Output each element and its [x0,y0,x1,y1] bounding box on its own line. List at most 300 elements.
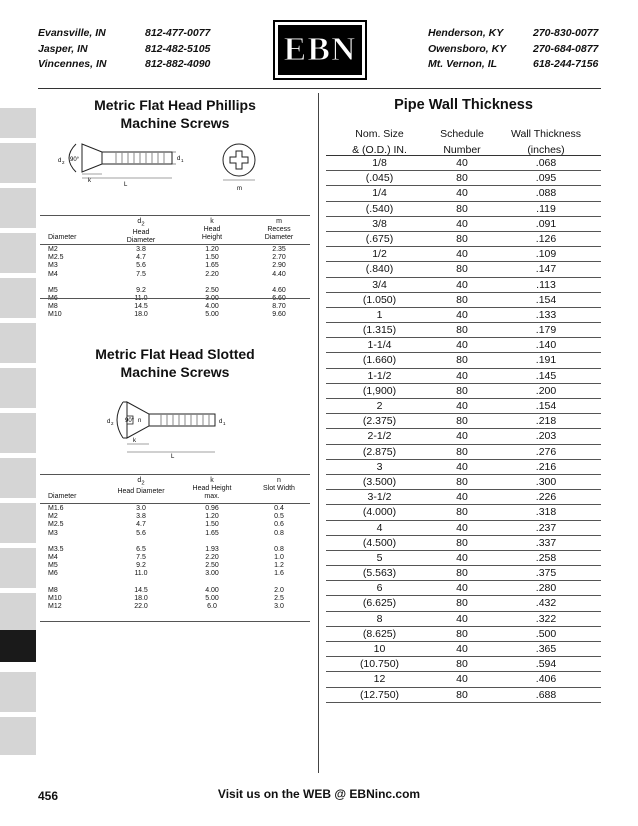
table-row [326,521,601,536]
table-row [48,287,310,295]
table-cell: 1.20 [205,246,219,253]
table-cell: 2.5 [274,594,284,602]
table-row [326,399,601,414]
table-row [326,414,601,429]
table-cell: .154 [535,400,557,412]
table-cell: M8 [48,303,58,311]
table-cell: 80 [456,232,468,245]
table-cell: 1.50 [205,254,219,262]
logo-text: EBN [283,31,357,68]
table-row [326,490,601,505]
table-row [48,262,310,270]
dim-label: 2 [111,421,114,426]
table-row [48,303,310,311]
table-cell: (5.563) [362,567,397,580]
city-label: Owensboro, KY [428,42,507,55]
table-cell: .226 [535,491,557,504]
table-cell: 2.50 [205,286,219,294]
table-cell: M2.5 [48,521,64,529]
table-cell: 3 [376,460,383,473]
table-cell: 5 [376,551,383,564]
table-cell: 9.2 [136,562,146,570]
table-cell: 2.90 [272,262,286,270]
table-cell: M2 [48,513,58,521]
table-cell: 80 [456,354,468,367]
table-cell: 14.5 [134,586,148,594]
table-cell: 1.65 [205,529,219,537]
table-cell: 9.2 [136,286,146,294]
table-cell: 0.6 [274,521,284,529]
table-cell: M5 [48,562,58,570]
city-label: Mt. Vernon, IL [428,58,498,70]
table-row [48,521,310,529]
table-cell: 1/2 [372,248,387,261]
group-spacer [48,279,310,287]
table-rule [40,503,310,504]
table-cell: .300 [535,475,557,488]
table-cell: 3.8 [136,513,146,521]
table-cell: .179 [535,324,557,337]
table-cell: .318 [535,506,557,519]
table-row [48,595,310,603]
table-cell: .276 [535,445,557,458]
group-spacer [48,538,310,546]
column-header: n Slot Width [263,477,295,493]
table-cell: (1.050) [362,293,397,306]
dim-label: 90° [70,157,80,163]
table-cell: 40 [456,673,468,686]
table-row [326,581,601,596]
column-header: Diameter [48,493,77,501]
side-tab [0,717,36,755]
phone-label: 812-882-4090 [145,58,211,70]
table-cell: 40 [456,157,468,169]
table-row [48,554,310,562]
table-cell: .147 [535,263,557,276]
pipe-table-header [326,123,601,156]
table-cell: .216 [535,460,557,473]
table-cell: 2.0 [274,586,284,594]
table-cell: 80 [456,658,468,671]
table-cell: 1.93 [205,545,219,553]
table-row [326,338,601,353]
table-cell: 1.20 [205,513,219,521]
table-row [326,217,601,232]
table-cell: 1/4 [372,187,387,200]
table-row [326,596,601,611]
table-rule [40,298,310,299]
side-tab [0,503,36,543]
dim-label: 90° [125,418,135,424]
table-cell: 1-1/4 [367,339,392,352]
table-cell: 40 [456,187,468,200]
table-cell: .068 [535,157,557,169]
group-spacer [48,579,310,587]
phone-label: 270-830-0077 [533,27,599,39]
table-row [326,566,601,581]
city-label: Jasper, IN [38,42,88,55]
phillips-table-body [48,246,310,320]
table-cell: (.540) [365,202,394,215]
page-number: 456 [38,789,59,803]
table-row [48,546,310,554]
table-cell: .688 [535,688,557,701]
table-cell: .218 [535,415,557,428]
header-left-cities [38,26,106,73]
table-rule [40,621,310,622]
table-row [326,551,601,566]
header-left-phones [145,26,210,73]
table-cell: M4 [48,554,58,562]
table-cell: 40 [456,339,468,352]
table-cell: 40 [456,582,468,595]
table-row [48,570,310,578]
table-cell: 40 [456,521,468,534]
table-cell: 6.60 [272,295,286,303]
column-header: Diameter [48,234,77,242]
phone-label: 270-684-0877 [533,42,599,55]
table-cell: .406 [535,673,557,686]
city-label: Vincennes, IN [38,58,107,70]
table-cell: 3.00 [205,295,219,303]
city-label: Evansville, IN [38,27,106,39]
table-cell: 1.50 [205,521,219,529]
table-cell: M4 [48,270,58,278]
table-cell: 2-1/2 [367,430,392,443]
table-cell: M1.6 [48,505,64,512]
table-cell: 22.0 [134,603,148,611]
table-cell: .191 [535,354,557,367]
table-cell: 0.8 [274,545,284,553]
side-tab [0,672,36,712]
table-cell: 3.00 [205,570,219,578]
table-cell: 6 [376,582,383,595]
table-row [48,603,310,611]
table-cell: .126 [535,232,557,245]
table-cell: .432 [535,597,557,610]
table-row [326,445,601,460]
city-label: Henderson, KY [428,27,504,39]
table-row [326,262,601,277]
table-cell: 18.0 [134,594,148,602]
table-cell: 3/4 [372,278,387,291]
table-row [326,247,601,262]
slotted-table-body [48,505,310,611]
table-cell: 40 [456,248,468,261]
table-cell: 5.00 [205,594,219,602]
table-cell: 4.7 [136,254,146,262]
slotted-table [48,477,310,502]
table-row [48,271,310,279]
table-cell: 1.2 [274,562,284,570]
table-cell: (6.625) [362,597,397,610]
table-row [326,612,601,627]
table-cell: (2.375) [362,415,397,428]
title-line: Metric Flat Head Slotted [95,346,255,362]
table-cell: M2.5 [48,254,64,262]
table-cell: 40 [456,369,468,382]
table-row [48,562,310,570]
table-cell: 3-1/2 [367,491,392,504]
table-cell: 9.60 [272,311,286,319]
table-rule [40,474,310,475]
table-cell: 80 [456,597,468,610]
column-header: $d_2$ Head Diameter [117,477,165,495]
table-cell: 40 [456,430,468,443]
table-cell: 40 [456,400,468,412]
table-cell: 80 [456,202,468,215]
table-cell: M5 [48,286,58,294]
table-cell: 40 [456,217,468,230]
table-cell: .322 [535,612,557,625]
table-cell: .091 [535,217,557,230]
table-cell: (8.625) [362,627,397,640]
table-cell: M2 [48,246,58,253]
table-cell: .237 [535,521,557,534]
side-tab-active [0,630,36,662]
table-cell: M8 [48,586,58,594]
dim-label: d [107,419,111,425]
table-cell: 40 [456,612,468,625]
dim-label: 1 [181,158,184,163]
table-cell: 40 [456,308,468,321]
table-cell: 4.60 [272,286,286,294]
table-cell: 2 [376,400,383,412]
table-cell: 1-1/2 [367,369,392,382]
dim-label: L [171,454,175,458]
dim-label: m [237,186,242,192]
table-row [326,384,601,399]
table-cell: 80 [456,475,468,488]
table-cell: 0.96 [205,505,219,512]
table-header [48,477,310,502]
table-cell: (.045) [365,172,394,185]
table-cell: .203 [535,430,557,443]
table-cell: 4.40 [272,270,286,278]
table-cell: .109 [535,248,557,261]
table-cell: 2.20 [205,270,219,278]
table-cell: M10 [48,594,62,602]
slotted-screw-diagram [105,398,280,458]
title-line: Metric Flat Head Phillips [94,97,256,113]
table-row [326,278,601,293]
table-cell: 5.00 [205,311,219,319]
table-cell: M3.5 [48,545,64,553]
table-cell: 80 [456,172,468,185]
table-row [48,513,310,521]
table-cell: 2.20 [205,554,219,562]
table-cell: .140 [535,339,557,352]
table-cell: 0.4 [274,505,284,512]
table-cell: 3.8 [136,246,146,253]
table-row [326,232,601,247]
table-cell: (12.750) [359,688,400,701]
side-tab [0,413,36,453]
side-tab [0,233,36,273]
column-header: $d_2$ Head Diameter [126,218,156,244]
header-divider [38,88,601,89]
table-cell: 40 [456,551,468,564]
table-cell: 6.5 [136,545,146,553]
table-cell: 40 [456,491,468,504]
side-tab [0,593,36,633]
phillips-title [40,96,310,132]
table-cell: .088 [535,187,557,200]
table-cell: (3.500) [362,475,397,488]
table-cell: 4.00 [205,586,219,594]
side-tab [0,188,36,228]
table-row [326,475,601,490]
table-cell: 5.6 [136,529,146,537]
table-cell: 40 [456,278,468,291]
column-header: Schedule Number [440,128,484,156]
column-header: Wall Thickness (inches) [510,128,582,156]
table-row [326,429,601,444]
table-cell: 8.70 [272,303,286,311]
slotted-title [40,345,310,381]
table-cell: M6 [48,570,58,578]
table-cell: M6 [48,295,58,303]
pipe-table-body [326,156,601,703]
table-cell: .095 [535,172,557,185]
table-cell: .594 [535,658,557,671]
pipe-title: Pipe Wall Thickness [394,97,533,113]
table-cell: 3.0 [274,603,284,611]
table-cell: 80 [456,324,468,337]
title-line: Machine Screws [120,115,230,131]
title-line: Machine Screws [120,364,230,380]
table-cell: .258 [535,551,557,564]
table-cell: (1.660) [362,354,397,367]
table-cell: 4 [376,521,383,534]
table-header [48,218,310,245]
table-cell: 80 [456,506,468,519]
table-cell: 14.5 [134,303,148,311]
dim-label: 2 [62,160,65,165]
table-cell: (4.000) [362,506,397,519]
phillips-screw-diagram [58,138,268,198]
side-tab [0,458,36,498]
table-cell: 11.0 [134,570,148,578]
table-cell: .113 [536,278,556,291]
table-cell: (10.750) [359,658,400,671]
table-cell: 10 [373,643,386,655]
header-right-cities [428,26,506,73]
ebn-logo [273,20,367,80]
table-cell: 80 [456,263,468,276]
table-cell: 2.35 [272,246,286,253]
table-cell: 80 [456,536,468,549]
table-cell: 1.6 [274,570,284,578]
phillips-table [48,218,310,245]
table-cell: .119 [536,202,556,215]
table-row [326,657,601,672]
table-row [326,642,601,657]
table-cell: 3/8 [372,217,387,230]
table-cell: 7.5 [136,270,146,278]
table-cell: M3 [48,529,58,537]
table-cell: M10 [48,311,62,319]
table-row [48,505,310,513]
table-row [326,171,601,186]
table-row [326,688,601,703]
side-tab [0,368,36,408]
table-cell: 0.5 [274,513,284,521]
table-row [326,186,601,201]
table-row [48,295,310,303]
table-row [48,311,310,319]
side-tab [0,323,36,363]
side-tab [0,143,36,183]
column-header: m Recess Diameter [264,218,294,242]
table-row [326,156,601,171]
dim-label: d [219,419,223,425]
table-cell: 80 [456,415,468,428]
table-cell: (.675) [365,232,394,245]
phone-label: 812-482-5105 [145,42,211,55]
table-cell: 4.00 [205,303,219,311]
table-cell: (4.500) [362,536,397,549]
pipe-table [326,123,601,703]
table-cell: 80 [456,293,468,306]
table-cell: 2.70 [272,254,286,262]
table-cell: (2.875) [362,445,397,458]
table-row [326,505,601,520]
table-cell: .500 [535,627,557,640]
table-row [326,353,601,368]
table-cell: (.840) [365,263,394,276]
table-cell: 12 [373,673,386,686]
table-cell: 40 [456,460,468,473]
footer-web-link[interactable]: Visit us on the WEB @ EBNinc.com [217,787,421,801]
table-cell: 6.0 [207,603,217,611]
table-cell: 1.65 [205,262,219,270]
column-header: k Head Height max. [192,477,232,501]
dim-label: k [133,438,136,444]
dim-label: k [88,178,91,184]
table-cell: 0.8 [274,529,284,537]
side-tab [0,108,36,138]
table-cell: .365 [535,643,557,655]
table-row [326,369,601,384]
table-cell: 8 [376,612,383,625]
table-cell: 5.6 [136,262,146,270]
table-cell: (1.315) [362,324,397,337]
table-row [326,202,601,217]
table-row [48,246,310,254]
header-right-phones [533,26,598,73]
table-cell: 80 [456,384,468,397]
table-row [326,627,601,642]
table-row [326,323,601,338]
table-cell: 4.7 [136,521,146,529]
side-tab [0,548,36,588]
table-cell: 7.5 [136,554,146,562]
phone-label: 812-477-0077 [145,27,211,39]
dim-label: 1 [223,421,226,426]
table-cell: 40 [456,643,468,655]
table-row [326,536,601,551]
table-cell: .337 [535,536,557,549]
table-cell: 80 [456,567,468,580]
dim-label: n [138,418,142,424]
table-cell: (1,900) [362,384,397,397]
column-header: Nom. Size & (O.D.) IN. [352,128,407,156]
dim-label: d [58,158,62,164]
dim-label: L [124,182,128,188]
table-row [48,587,310,595]
table-cell: 80 [456,445,468,458]
